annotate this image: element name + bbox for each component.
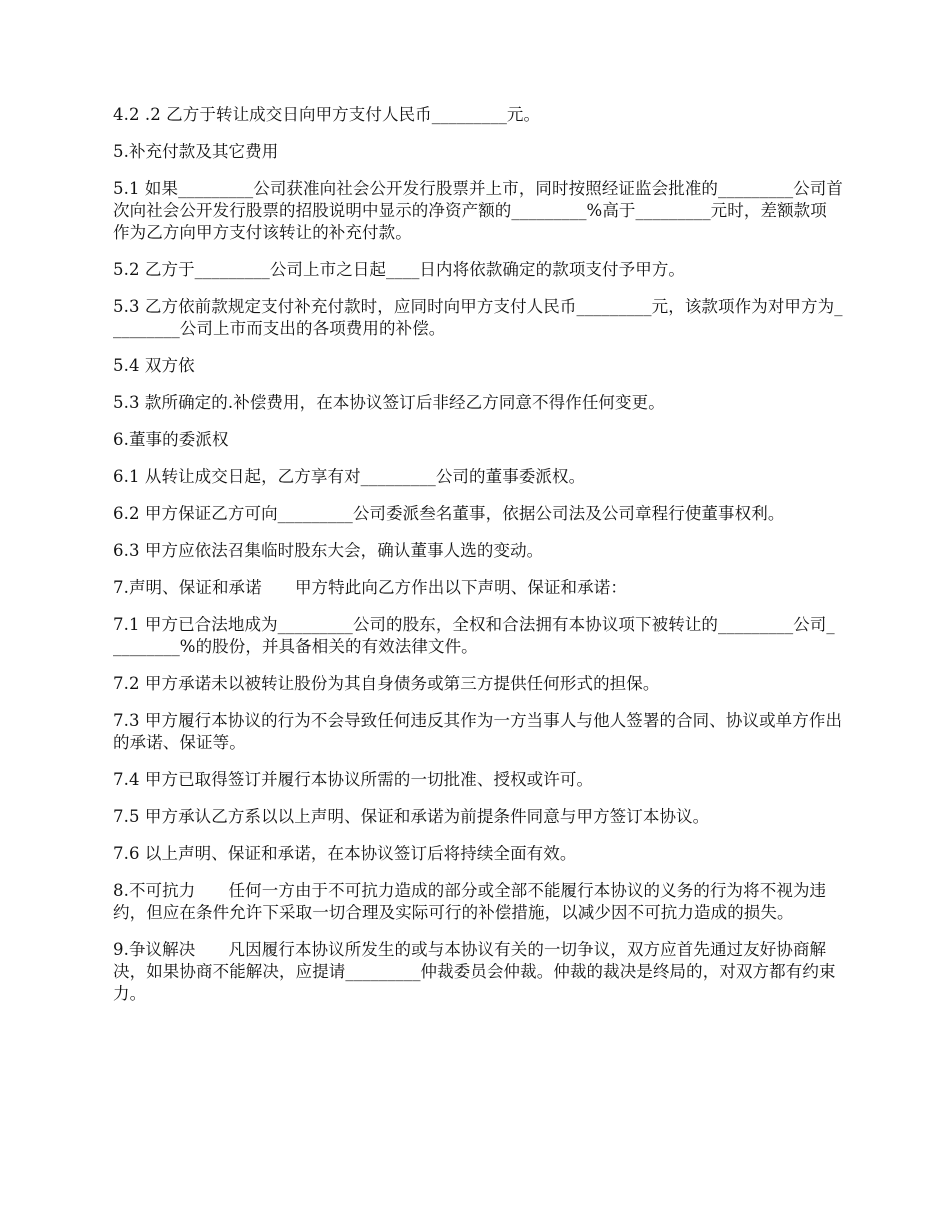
paragraph-6-3: 6.3 甲方应依法召集临时股东大会，确认董事人选的变动。 (113, 541, 544, 560)
paragraph-5-2: 5.2 乙方于_________公司上市之日起____日内将依款确定的款项支付予甲方。 (113, 260, 686, 279)
paragraph-7-6: 7.6 以上声明、保证和承诺，在本协议签订后将持续全面有效。 (113, 844, 577, 863)
paragraph-5-1: 5.1 如果_________公司获准向社会公开发行股票并上市，同时按照经证监会批准的_________公司首次向社会公开发行股票的招股说明中显示的净资产额的_________%高于_________元时，差额款项作为乙方向甲方支付该转让的补充付款。 (113, 179, 843, 242)
paragraph-section-8: 8.不可抗力 任何一方由于不可抗力造成的部分或全部不能履行本协议的义务的行为将不视为违约，但应在条件允许下采取一切合理及实际可行的补偿措施，以减少因不可抗力造成的损失。 (113, 881, 827, 922)
paragraph-4-2-2: 4.2 .2 乙方于转让成交日向甲方支付人民币_________元。 (113, 105, 541, 124)
paragraph-section-9: 9.争议解决 凡因履行本协议所发生的或与本协议有关的一切争议，双方应首先通过友好协商解决，如果协商不能解决，应提请_________仲裁委员会仲裁。仲裁的裁决是终局的，对双方都有约束力。 (113, 940, 836, 1003)
paragraph-6-2: 6.2 甲方保证乙方可向_________公司委派叁名董事，依据公司法及公司章程行使董事权利。 (113, 504, 785, 523)
paragraph-7-5: 7.5 甲方承认乙方系以以上声明、保证和承诺为前提条件同意与甲方签订本协议。 (113, 807, 710, 826)
paragraph-7-4: 7.4 甲方已取得签订并履行本协议所需的一切批准、授权或许可。 (113, 770, 594, 789)
document-page (113, 104, 843, 1020)
paragraph-7-1: 7.1 甲方已合法地成为_________公司的股东，全权和合法拥有本协议项下被转让的_________公司_________%的股份，并具备相关的有效法律文件。 (113, 615, 835, 656)
heading-section-7: 7.声明、保证和承诺 甲方特此向乙方作出以下声明、保证和承诺： (113, 578, 627, 597)
paragraph-5-3: 5.3 乙方依前款规定支付补充付款时，应同时向甲方支付人民币_________元，该款项作为对甲方为_________公司上市而支出的各项费用的补偿。 (113, 297, 843, 338)
paragraph-5-4: 5.4 双方依 (113, 356, 195, 375)
paragraph-6-1: 6.1 从转让成交日起，乙方享有对_________公司的董事委派权。 (113, 467, 586, 486)
paragraph-5-3-continued: 5.3 款所确定的.补偿费用，在本协议签订后非经乙方同意不得作任何变更。 (113, 393, 665, 412)
heading-section-5: 5.补充付款及其它费用 (113, 142, 279, 161)
heading-section-6: 6.董事的委派权 (113, 430, 229, 449)
paragraph-7-3: 7.3 甲方履行本协议的行为不会导致任何违反其作为一方当事人与他人签署的合同、协议或单方作出的承诺、保证等。 (113, 711, 843, 752)
paragraph-7-2: 7.2 甲方承诺未以被转让股份为其自身债务或第三方提供任何形式的担保。 (113, 674, 660, 693)
